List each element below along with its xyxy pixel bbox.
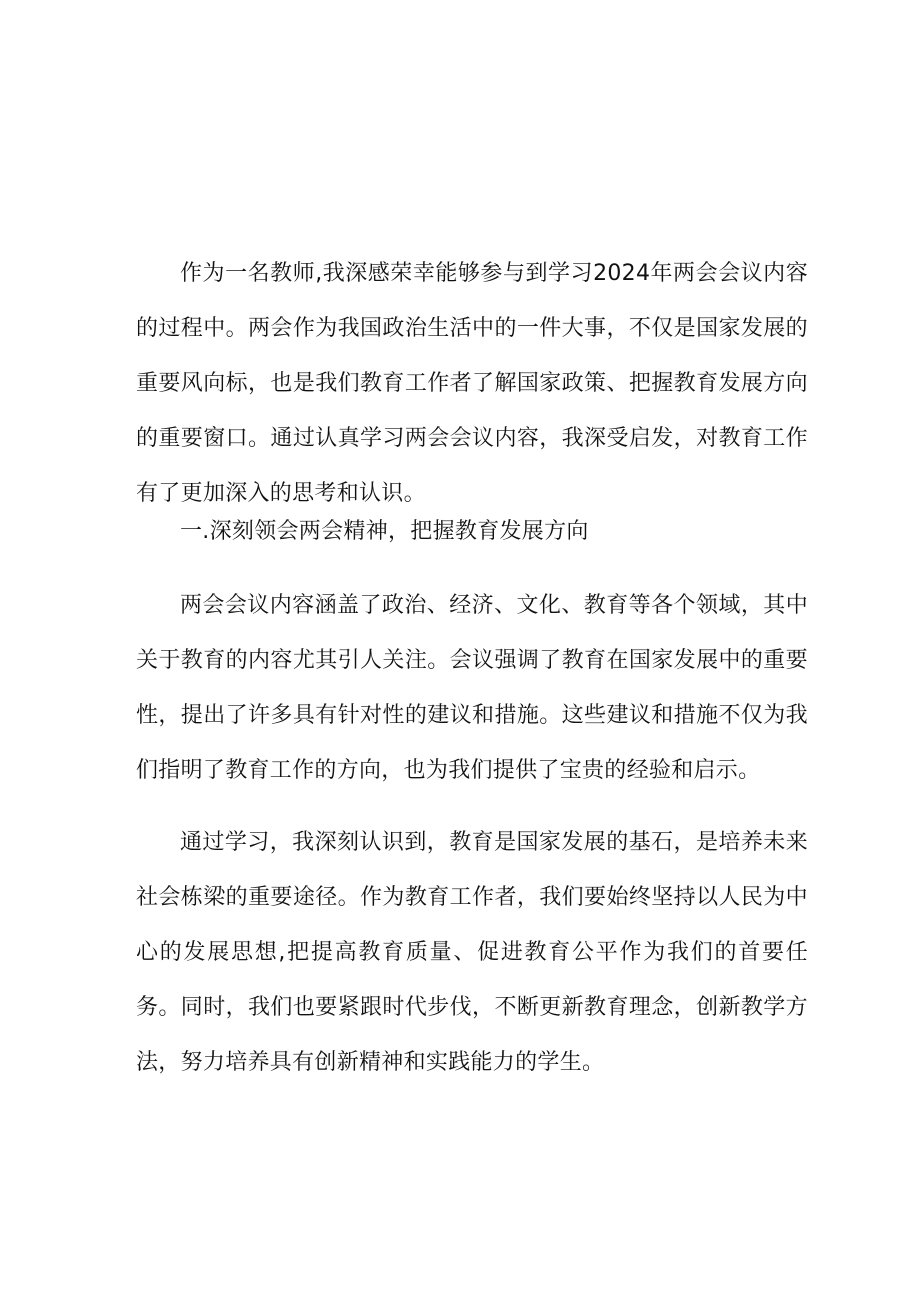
section-heading: 一.深刻领会两会精神，把握教育发展方向 [180, 519, 589, 544]
body-paragraph: 通过学习，我深刻认识到，教育是国家发展的基石，是培养未来社会栋梁的重要途径。作为教育工作者，我们要始终坚持以人民为中心的发展思想,把提高教育质量、促进教育公平作为我们的首要任务。同时，我们也要紧跟时代步伐，不断更新教育理念，创新教学方法，努力培养具有创新精神和实践能力的学生。 [136, 830, 808, 1075]
body-paragraph: 作为一名教师,我深感荣幸能够参与到学习2024年两会会议内容的过程中。两会作为我国政治生活中的一件大事，不仅是国家发展的重要风向标，也是我们教育工作者了解国家政策、把握教育发展方向的重要窗口。通过认真学习两会会议内容，我深受启发，对教育工作有了更加深入的思考和认识。 [136, 261, 808, 506]
body-paragraph: 两会会议内容涵盖了政治、经济、文化、教育等各个领域，其中关于教育的内容尤其引人关注。会议强调了教育在国家发展中的重要性，提出了许多具有针对性的建议和措施。这些建议和措施不仅为我们指明了教育工作的方向，也为我们提供了宝贵的经验和启示。 [136, 593, 808, 783]
